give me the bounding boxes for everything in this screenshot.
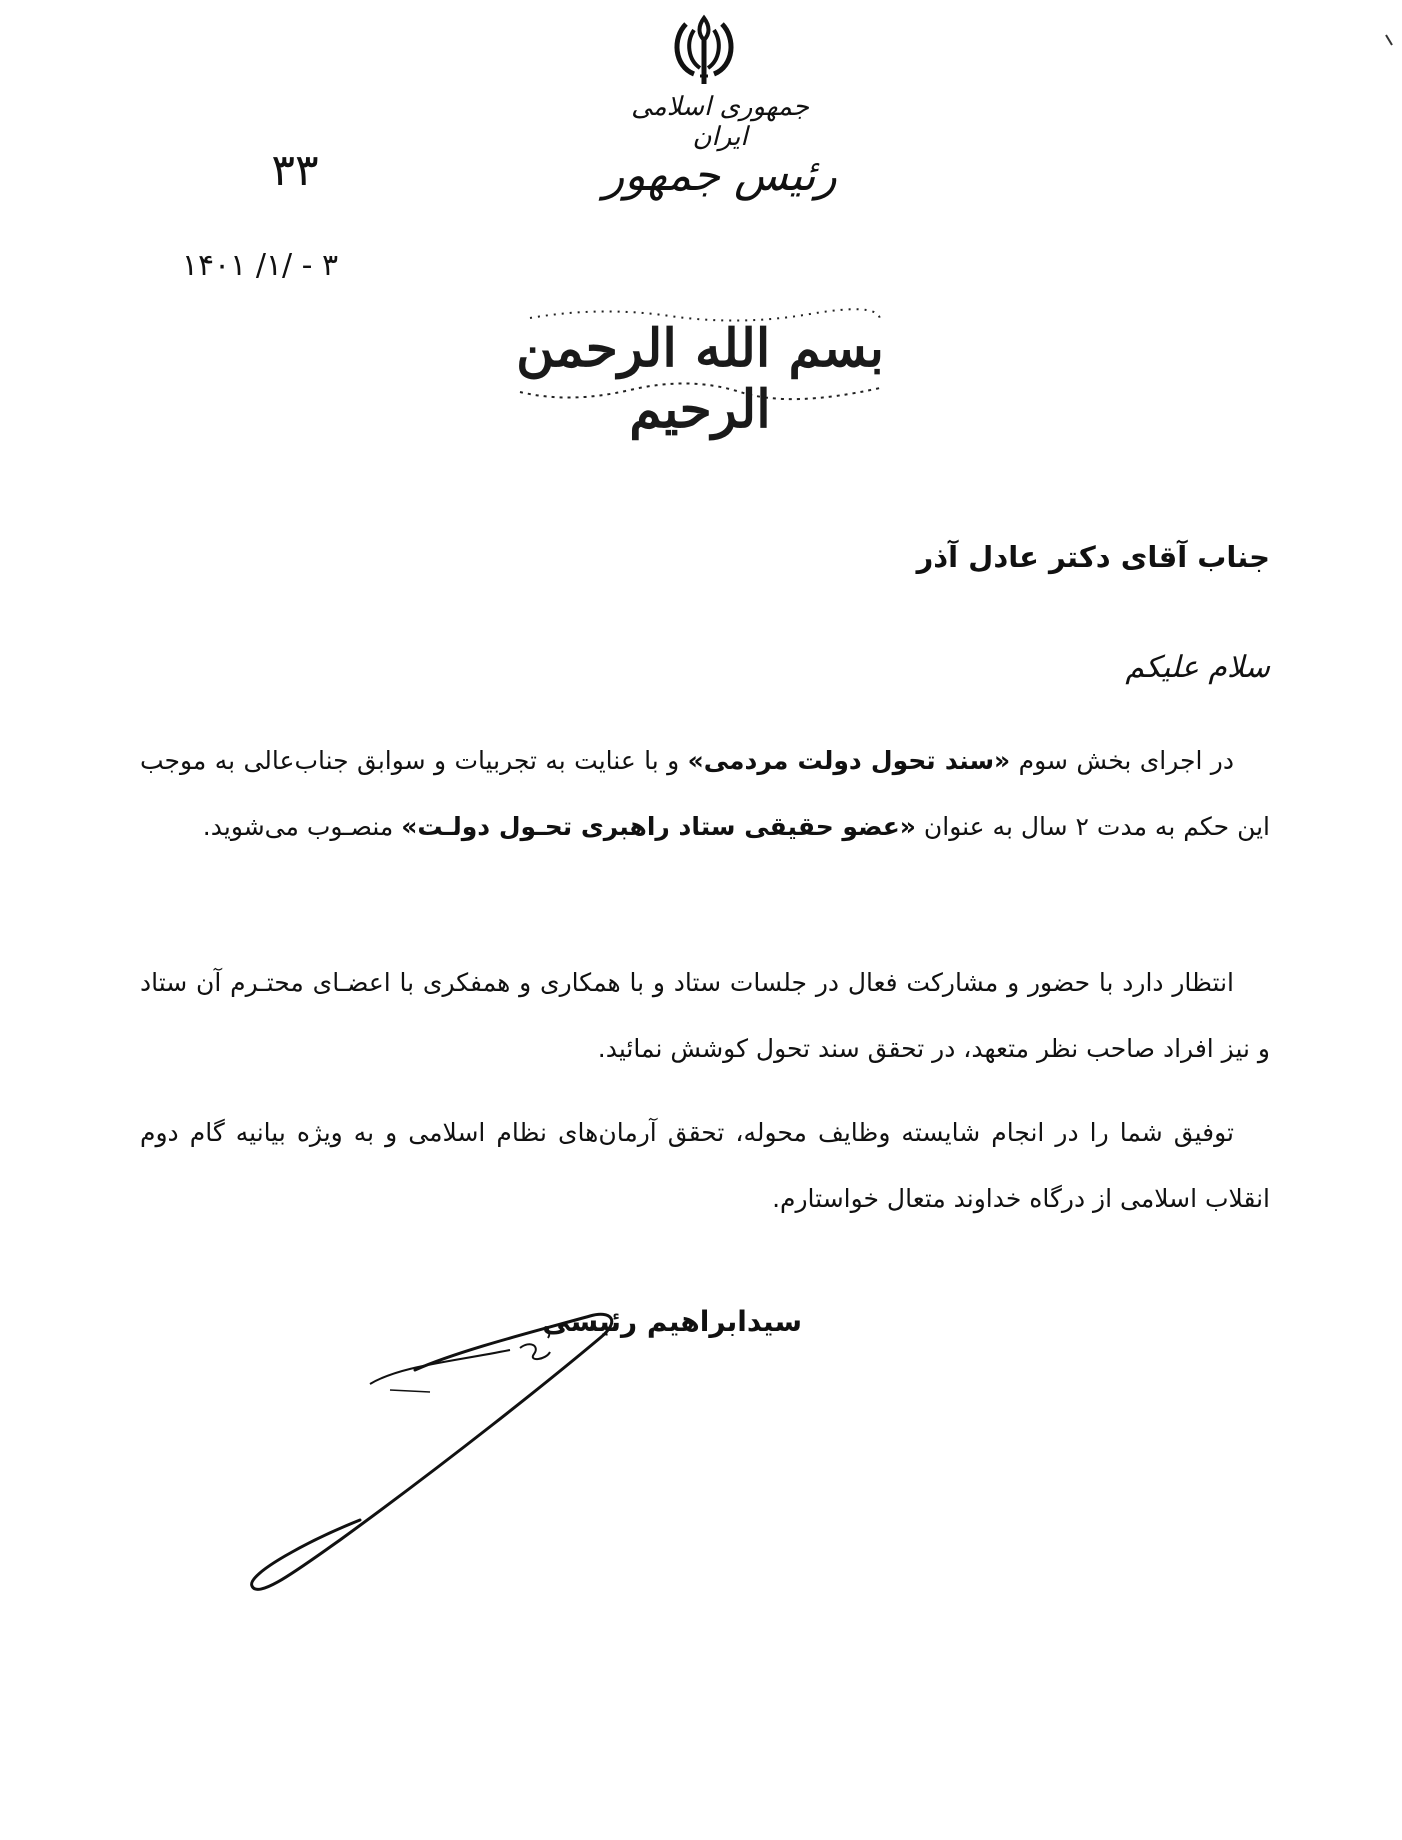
basmala-calligraphy	[510, 300, 890, 440]
letter-number: ۳۳	[271, 145, 319, 196]
recipient-title: جناب آقای دکتر عادل آذر	[916, 540, 1270, 574]
paragraph-expectations: انتظار دارد با حضور و مشارکت فعال در جلسات ستاد و با همکاری و همفکری با اعضـای محتـرم آن ستاد و نیز افراد صاحب نظر متعهد، در تحقق سند تحول کوشش نمائید.	[140, 968, 1270, 1063]
greeting: سلام علیکم	[1125, 650, 1270, 685]
header-country: جمهوری اسلامی ایران	[631, 92, 809, 152]
paragraph-appointment	[140, 728, 1270, 860]
handwritten-signature	[250, 1310, 720, 1600]
letter-date: ۱۴۰۱ /۱/ - ۳	[181, 248, 339, 283]
document-reference: «سند تحول دولت مردمی»	[687, 746, 1011, 775]
signer-name: سیدابراهیم رئیسی	[542, 1305, 802, 1338]
paragraph-text: در اجرای بخش سوم	[1010, 746, 1235, 775]
iran-emblem-icon	[664, 10, 744, 90]
position-title: «عضو حقیقی ستاد راهبری تحـول دولـت»	[401, 812, 916, 841]
stray-ink-mark	[1384, 34, 1394, 46]
paragraph-text: منصـوب می‌شوید.	[202, 812, 402, 841]
basmala-text: بسم الله الرحمن الرحیم	[516, 318, 884, 440]
paragraph-text: و با عنایت به تجربیات و سوابق جناب‌عالی به موجب این حکم به مدت ۲ سال به عنوان	[140, 746, 1270, 841]
header-office: رئیس جمهور	[603, 150, 837, 201]
paragraph-closing: توفیق شما را در انجام شایسته وظایف محوله، تحقق آرمان‌های نظام اسلامی و به ویژه بیانیه گام دوم انقلاب اسلامی از درگاه خداوند متعال خواستارم.	[140, 1118, 1270, 1213]
